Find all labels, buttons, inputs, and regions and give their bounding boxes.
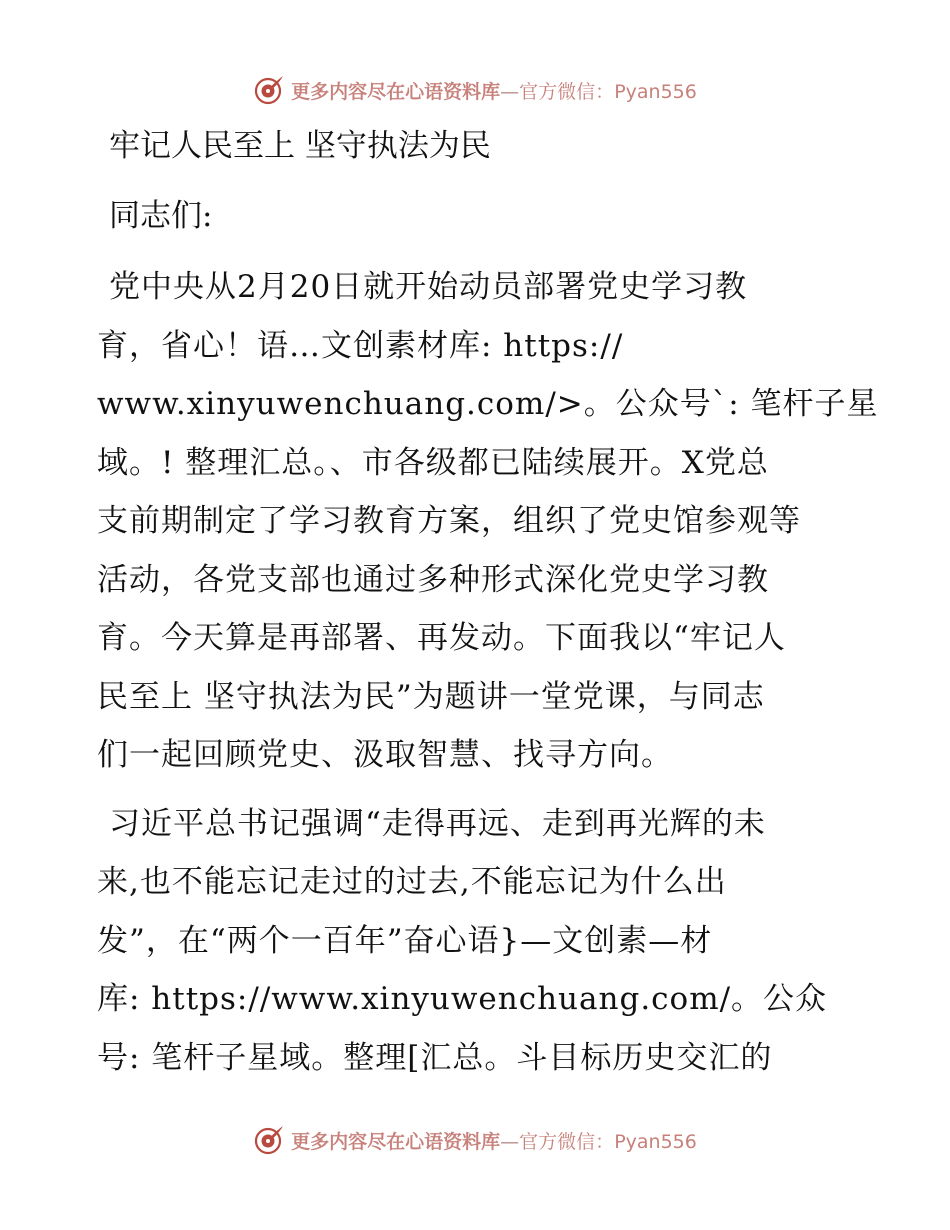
paragraph-line: 支前期制定了学习教育方案，组织了党史馆参观等	[97, 503, 801, 539]
paragraph-line: 号: 笔杆子星域。整理[汇总。斗目标历史交汇的	[97, 1039, 773, 1076]
paragraph-line: 库: https://www.xinyuwenchuang.com/。公众	[97, 981, 828, 1017]
salutation: 同志们:	[109, 198, 213, 234]
paragraph-line: 育，省心！语…文创素材库: https://	[97, 327, 624, 364]
paragraph-line: 育。今天算是再部署、再发动。下面我以“牢记人	[97, 620, 786, 656]
paragraph-line: 们一起回顾党史、汲取智慧、找寻方向。	[97, 737, 673, 773]
paragraph-2	[97, 795, 877, 1088]
quill-pen-logo-icon	[253, 1124, 285, 1156]
document-title: 牢记人民至上 坚守执法为民	[109, 128, 491, 164]
footer-banner-handle: Pyan556	[614, 1130, 697, 1153]
footer-banner-text	[291, 1127, 697, 1154]
paragraph-line: 党中央从2月20日就开始动员部署党史学习教	[109, 269, 748, 305]
paragraph-line: 来,也不能忘记走过的过去,不能忘记为什么出	[97, 864, 727, 900]
header-banner-lead: 更多内容尽在心语资料库	[291, 80, 501, 103]
header-banner-text	[291, 77, 697, 104]
paragraph-line: 习近平总书记强调“走得再远、走到再光辉的未	[109, 805, 766, 842]
footer-banner-lead: 更多内容尽在心语资料库	[291, 1130, 501, 1153]
paragraph-line: 发”，在“两个一百年”奋心语}—文创素—材	[97, 922, 713, 959]
paragraph-line: www.xinyuwenchuang.com/>。公众号`: 笔杆子星	[97, 386, 879, 422]
header-banner	[0, 70, 950, 110]
footer-banner-dash: —	[500, 1130, 520, 1153]
header-banner-official: 官方微信：	[519, 80, 615, 103]
footer-banner	[0, 1120, 950, 1160]
paragraph-1	[97, 258, 877, 785]
paragraph-line: 活动，各党支部也通过多种形式深化党史学习教	[97, 561, 769, 598]
document-body	[97, 120, 877, 1097]
quill-pen-logo-icon	[253, 74, 285, 106]
footer-banner-official: 官方微信：	[519, 1130, 615, 1153]
paragraph-line: 域。! 整理汇总。、市各级都已陆续展开。X党总	[97, 444, 769, 481]
paragraph-line: 民至上 坚守执法为民”为题讲一堂党课，与同志	[97, 678, 765, 715]
header-banner-handle: Pyan556	[614, 80, 697, 103]
header-banner-dash: —	[500, 80, 520, 103]
